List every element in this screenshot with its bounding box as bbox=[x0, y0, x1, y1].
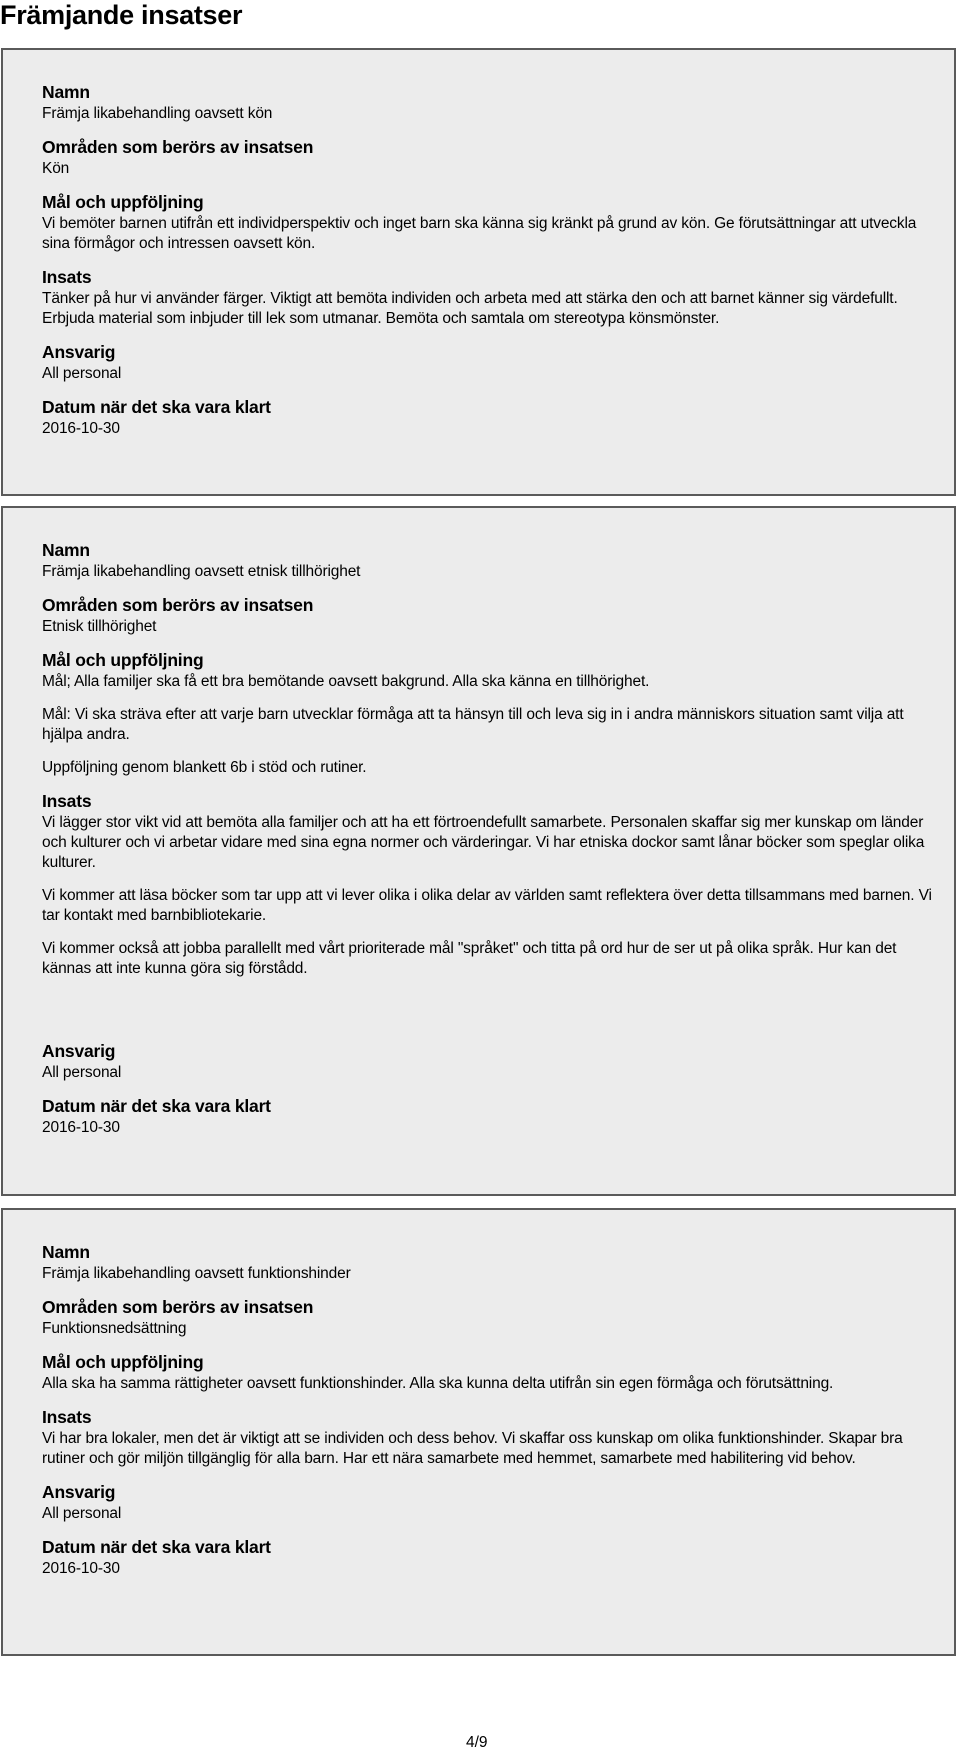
ansvarig-label: Ansvarig bbox=[42, 1041, 116, 1061]
ansvarig-value: All personal bbox=[42, 365, 122, 382]
mal-label: Mål och uppföljning bbox=[42, 650, 204, 670]
page-title: Främjande insatser bbox=[0, 0, 243, 30]
insats-card bbox=[1, 506, 956, 1196]
ansvarig-label: Ansvarig bbox=[42, 342, 116, 362]
mal-label: Mål och uppföljning bbox=[42, 1352, 204, 1372]
datum-value: 2016-10-30 bbox=[42, 1560, 120, 1577]
namn-value: Främja likabehandling oavsett etnisk tillhörighet bbox=[42, 563, 361, 580]
insats-text: Vi lägger stor vikt vid att bemöta alla familjer och att ha ett förtroendefullt samarbete. Personalen skaffar sig mer kunskap om länder och kulturer och vi arbetar vidare med sina egna normer och värderingar. Vi har etniska dockor samt lånar böcker som speglar olika kulturer. bbox=[42, 814, 925, 871]
mal-text: Alla ska ha samma rättigheter oavsett funktionshinder. Alla ska kunna delta utifrån sin egen förmåga och förutsättning. bbox=[42, 1375, 834, 1392]
namn-value: Främja likabehandling oavsett kön bbox=[42, 105, 273, 122]
omraden-value: Kön bbox=[42, 160, 70, 177]
ansvarig-value: All personal bbox=[42, 1505, 122, 1522]
datum-label: Datum när det ska vara klart bbox=[42, 397, 271, 417]
omraden-label: Områden som berörs av insatsen bbox=[42, 1297, 314, 1317]
mal-text: Uppföljning genom blankett 6b i stöd och rutiner. bbox=[42, 759, 367, 776]
insats-label: Insats bbox=[42, 1407, 92, 1427]
omraden-value: Etnisk tillhörighet bbox=[42, 618, 157, 635]
omraden-label: Områden som berörs av insatsen bbox=[42, 595, 314, 615]
insats-text: Vi har bra lokaler, men det är viktigt att se individen och dess behov. Vi skaffar oss kunskap om olika funktionshinder. Skapar bra rutiner och gör miljön tillgänglig för alla barn. Har ett nära samarbete med hemmet, samarbete med habilitering vid behov. bbox=[42, 1430, 903, 1467]
ansvarig-value: All personal bbox=[42, 1064, 122, 1081]
insats-label: Insats bbox=[42, 791, 92, 811]
namn-label: Namn bbox=[42, 82, 90, 102]
omraden-label: Områden som berörs av insatsen bbox=[42, 137, 314, 157]
insats-text: Vi kommer också att jobba parallellt med vårt prioriterade mål "språket" och titta på ord hur de ser ut på olika språk. Hur kan det kännas att inte kunna göra sig förstådd. bbox=[42, 940, 897, 977]
namn-value: Främja likabehandling oavsett funktionshinder bbox=[42, 1265, 351, 1282]
datum-value: 2016-10-30 bbox=[42, 1119, 120, 1136]
datum-label: Datum när det ska vara klart bbox=[42, 1537, 271, 1557]
namn-label: Namn bbox=[42, 540, 90, 560]
datum-label: Datum när det ska vara klart bbox=[42, 1096, 271, 1116]
ansvarig-label: Ansvarig bbox=[42, 1482, 116, 1502]
insats-text: Tänker på hur vi använder färger. Viktigt att bemöta individen och arbeta med att stärka den och att barnet känner sig värdefullt. Erbjuda material som inbjuder till lek som utmanar. Bemöta och samtala om stereotypa könsmönster. bbox=[42, 290, 898, 327]
insats-card bbox=[1, 48, 956, 496]
datum-value: 2016-10-30 bbox=[42, 420, 120, 437]
insats-label: Insats bbox=[42, 267, 92, 287]
mal-text: Mål: Vi ska sträva efter att varje barn utvecklar förmåga att ta hänsyn till och leva sig in i andra människors situation samt vilja att hjälpa andra. bbox=[42, 706, 904, 743]
insats-card bbox=[1, 1208, 956, 1656]
insats-text: Vi kommer att läsa böcker som tar upp att vi lever olika i olika delar av världen samt reflektera över detta tillsammans med barnen. Vi tar kontakt med barnbibliotekarie. bbox=[42, 887, 932, 924]
mal-text: Mål; Alla familjer ska få ett bra bemötande oavsett bakgrund. Alla ska känna en tillhörighet. bbox=[42, 673, 650, 690]
page-number: 4/9 bbox=[466, 1734, 488, 1751]
namn-label: Namn bbox=[42, 1242, 90, 1262]
mal-text: Vi bemöter barnen utifrån ett individperspektiv och inget barn ska känna sig kränkt på grund av kön. Ge förutsättningar att utveckla sina förmågor och intressen oavsett kön. bbox=[42, 215, 917, 252]
mal-label: Mål och uppföljning bbox=[42, 192, 204, 212]
omraden-value: Funktionsnedsättning bbox=[42, 1320, 187, 1337]
